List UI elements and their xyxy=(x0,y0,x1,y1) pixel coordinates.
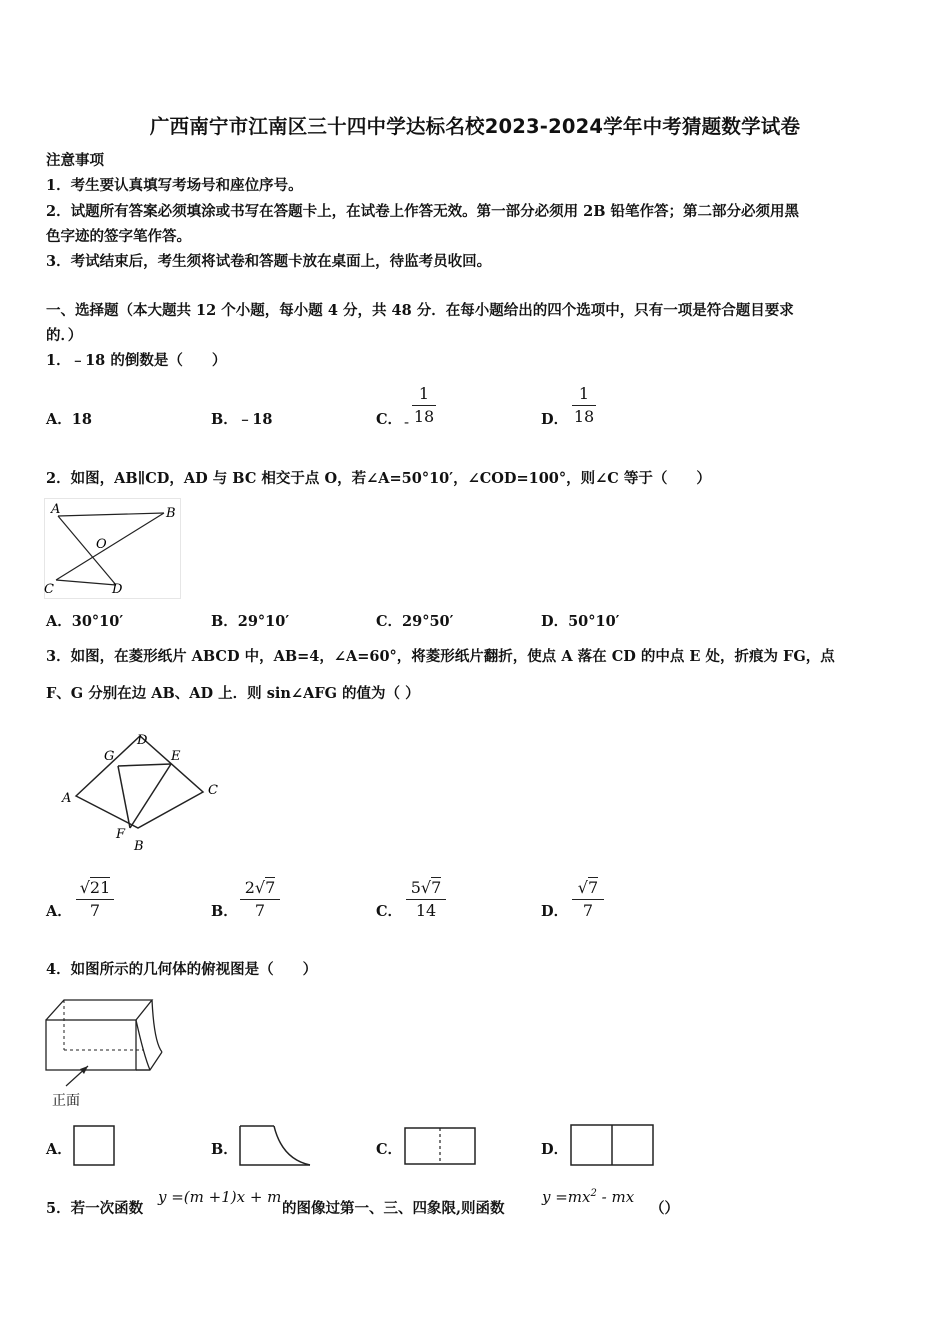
q3-label-c: C xyxy=(208,783,218,798)
q2-segment-ab xyxy=(58,513,164,516)
q4-front-face xyxy=(46,1020,136,1070)
q4-stem: 4．如图所示的几何体的俯视图是（ ） xyxy=(46,961,318,978)
q2-stem: 2．如图，AB∥CD，AD 与 BC 相交于点 O，若∠A=50°10′，∠COD=100°，则∠C 等于（ ） xyxy=(46,470,711,487)
q4-option-a-figure xyxy=(73,1125,117,1167)
q1-c-numerator: 1 xyxy=(418,384,430,403)
q2-option-b: B．29°10′ xyxy=(211,613,290,630)
note-2: 2．试题所有答案必须填涂或书写在答题卡上，在试卷上作答无效。第一部分必须用 2B 铅笔作答；第二部分必须用黑 xyxy=(46,203,800,220)
q5-formula-part-b: - mx xyxy=(596,1188,635,1206)
q1-option-d: D． xyxy=(541,411,569,428)
q1-option-c: C． xyxy=(376,411,403,428)
q3-segment-ge xyxy=(118,764,171,766)
q3-c-fraction: 5√7 14 xyxy=(406,878,446,921)
q2-option-a: A．30°10′ xyxy=(46,613,124,630)
q1-d-numerator: 1 xyxy=(578,384,590,403)
q3-figure xyxy=(58,728,228,852)
q3-a-denominator: 7 xyxy=(89,901,101,920)
q4-figure xyxy=(40,994,170,1089)
q3-c-coef: 5 xyxy=(410,878,421,897)
note-1: 1．考生要认真填写考场号和座位序号。 xyxy=(46,177,303,194)
q1-stem: 1．﹣18 的倒数是（ ） xyxy=(46,352,227,369)
q2-label-b: B xyxy=(166,506,176,521)
q3-b-fraction: 2√7 7 xyxy=(240,878,280,921)
q4-front-label: 正面 xyxy=(52,1093,80,1109)
q3-c-radicand: 7 xyxy=(431,878,442,897)
q2-label-d: D xyxy=(112,582,123,597)
q3-d-denominator: 7 xyxy=(582,901,594,920)
q4-option-b: B． xyxy=(211,1141,238,1158)
q3-option-b: B． xyxy=(211,903,238,920)
q2-option-d: D．50°10′ xyxy=(541,613,620,630)
q5-formula-quadratic xyxy=(542,1188,634,1206)
q2-figure xyxy=(44,498,182,600)
q3-d-fraction: √7 7 xyxy=(572,878,604,921)
q5-formula-linear: y =(m +1)x + m xyxy=(158,1188,282,1206)
q2-option-c: C．29°50′ xyxy=(376,613,454,630)
q3-label-d: D xyxy=(137,733,148,748)
q5-suffix: （） xyxy=(650,1200,679,1217)
notes-heading: 注意事项 xyxy=(46,152,104,169)
q4-option-d-figure xyxy=(570,1124,656,1168)
q5-middle: 的图像过第一、三、四象限,则函数 xyxy=(282,1200,505,1217)
q3-label-g: G xyxy=(104,749,115,764)
q1-d-fraction xyxy=(572,384,596,427)
q3-label-b: B xyxy=(134,839,144,852)
note-2-cont: 色字迹的签字笔作答。 xyxy=(46,228,191,245)
q5-formula-exponent: 2 xyxy=(590,1188,597,1199)
q3-b-denominator: 7 xyxy=(254,901,266,920)
q3-option-c: C． xyxy=(376,903,403,920)
q3-segment-ef xyxy=(130,764,171,828)
q3-option-a: A． xyxy=(46,903,72,920)
q1-option-a: A．18 xyxy=(46,411,92,428)
q1-c-denominator: 18 xyxy=(413,407,435,426)
q5-formula-part-a: y =mx xyxy=(542,1188,591,1206)
q5-prefix: 5．若一次函数 xyxy=(46,1200,144,1217)
q2-label-o: O xyxy=(96,537,107,552)
section-heading-cont: 的．） xyxy=(46,327,83,344)
page-title: 广西南宁市江南区三十四中学达标名校2023-2024学年中考猜题数学试卷 xyxy=(149,115,801,138)
q4-top-face xyxy=(46,1000,152,1020)
q4-option-c-figure xyxy=(404,1127,478,1167)
q3-b-radicand: 7 xyxy=(265,878,276,897)
q2-label-a: A xyxy=(51,502,61,517)
q4-curve-front xyxy=(136,1020,150,1070)
q3-option-d: D． xyxy=(541,903,569,920)
note-3: 3．考试结束后，考生须将试卷和答题卡放在桌面上，待监考员收回。 xyxy=(46,253,492,270)
q3-stem-1: 3．如图，在菱形纸片 ABCD 中，AB=4，∠A=60°，将菱形纸片翻折，使点 A 落在 CD 的中点 E 处，折痕为 FG，点 xyxy=(46,648,835,665)
q4-option-c: C． xyxy=(376,1141,403,1158)
q3-label-e: E xyxy=(171,749,181,764)
q3-d-radicand: 7 xyxy=(588,878,599,897)
q2-segment-cd xyxy=(56,580,116,585)
q3-label-f: F xyxy=(116,827,126,842)
q4-curve-back xyxy=(152,1000,162,1052)
section-heading: 一、选择题（本大题共 12 个小题，每小题 4 分，共 48 分．在每小题给出的四个选项中，只有一项是符合题目要求 xyxy=(46,302,794,319)
q1-c-fraction xyxy=(412,384,436,427)
q4-option-a: A． xyxy=(46,1141,72,1158)
q3-b-coef: 2 xyxy=(244,878,255,897)
q1-option-b: B．﹣18 xyxy=(211,411,273,428)
q3-a-radicand: 21 xyxy=(89,878,111,897)
q3-c-denominator: 14 xyxy=(415,901,437,920)
q1-c-sign: - xyxy=(404,413,410,431)
q4-option-d: D． xyxy=(541,1141,569,1158)
q2-segment-ad xyxy=(58,516,116,585)
q1-d-denominator: 18 xyxy=(573,407,595,426)
q3-stem-2: F、G 分别在边 AB、AD 上．则 sin∠AFG 的值为（ ） xyxy=(46,685,420,702)
q3-label-a: A xyxy=(62,791,72,806)
q3-a-fraction: √21 7 xyxy=(76,878,114,921)
q2-label-c: C xyxy=(44,582,54,597)
q2-segment-bc xyxy=(56,513,164,580)
q4-option-b-figure xyxy=(238,1125,314,1167)
